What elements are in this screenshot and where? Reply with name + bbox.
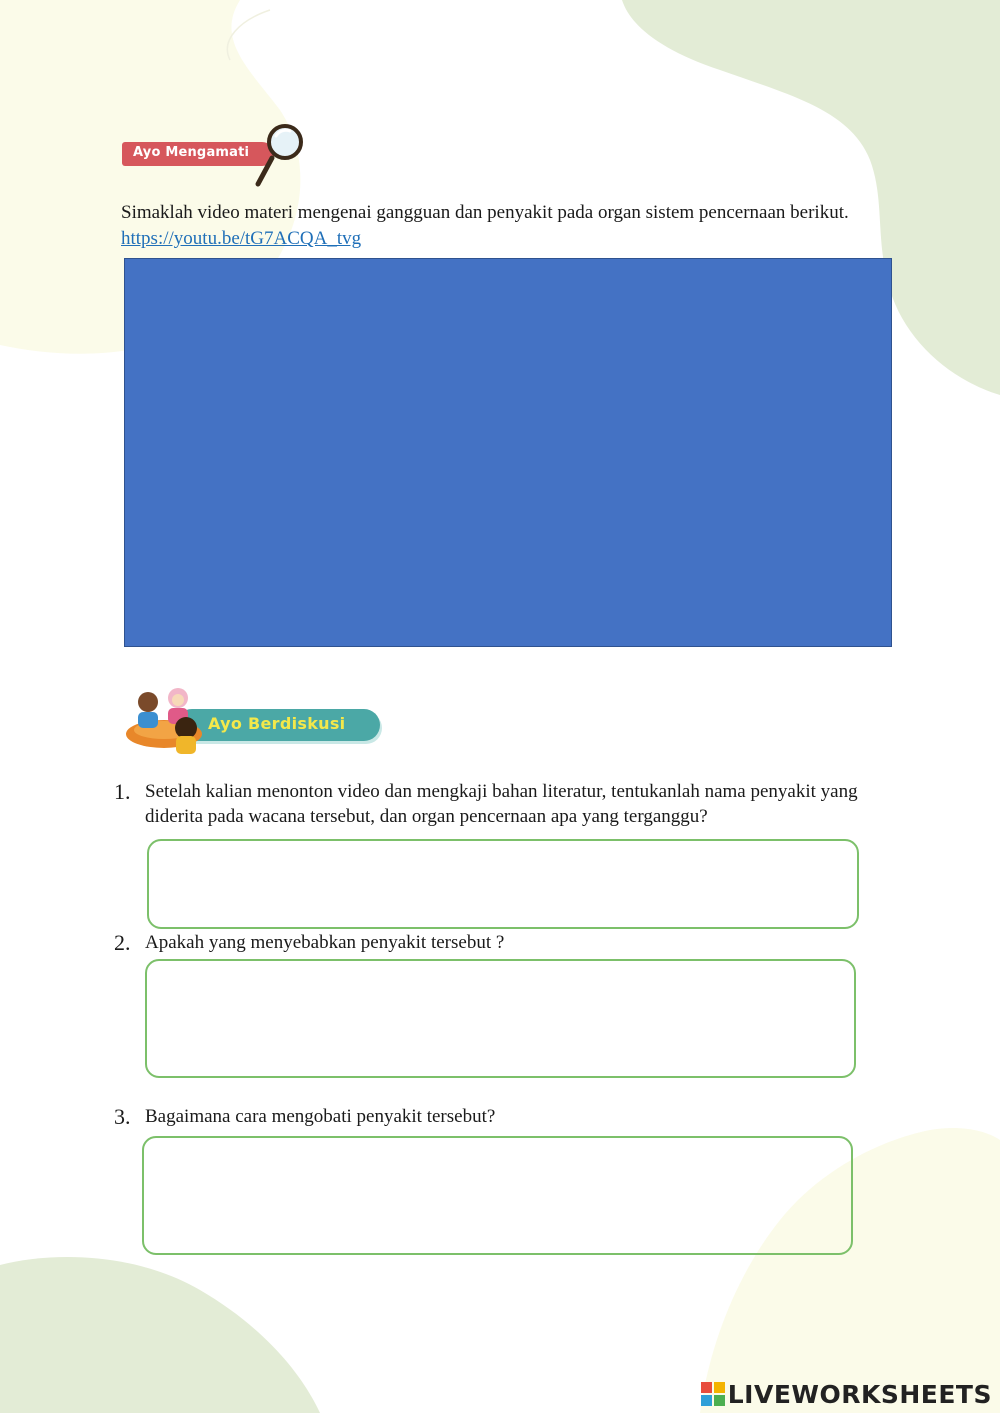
magnifier-icon — [250, 122, 310, 188]
ayo-mengamati-badge — [122, 122, 307, 188]
bottom-left-green-blob — [0, 1257, 320, 1413]
badge-label: Ayo Mengamati — [133, 145, 250, 160]
liveworksheets-mark-icon — [701, 1382, 725, 1406]
intro-paragraph — [121, 200, 851, 252]
question-1-number: 1. — [114, 779, 131, 804]
liveworksheets-logo — [701, 1378, 992, 1410]
ayo-berdiskusi-badge — [124, 686, 384, 762]
intro-text: Simaklah video materi mengenai gangguan dan penyakit pada organ sistem pencernaan berikut. — [121, 202, 849, 223]
answer-1-field[interactable] — [147, 839, 859, 929]
question-3-number: 3. — [114, 1104, 131, 1129]
logo-text: LIVEWORKSHEETS — [727, 1379, 992, 1409]
badge-label: Ayo Berdiskusi — [208, 714, 346, 733]
children-discussing-icon — [124, 686, 214, 762]
question-1-text: Setelah kalian menonton video dan mengkaji bahan literatur, tentukanlah nama penyakit yang diderita pada wacana tersebut, dan organ pencernaan apa yang terganggu? — [145, 781, 858, 827]
question-3-text: Bagaimana cara mengobati penyakit tersebut? — [145, 1106, 496, 1127]
video-link[interactable]: https://youtu.be/tG7ACQA_tvg — [121, 228, 362, 249]
question-2-text: Apakah yang menyebabkan penyakit tersebut ? — [145, 932, 505, 953]
video-embed-placeholder[interactable] — [124, 258, 892, 647]
question-2-number: 2. — [114, 930, 131, 955]
answer-2-field[interactable] — [145, 959, 856, 1078]
answer-3-field[interactable] — [142, 1136, 853, 1255]
